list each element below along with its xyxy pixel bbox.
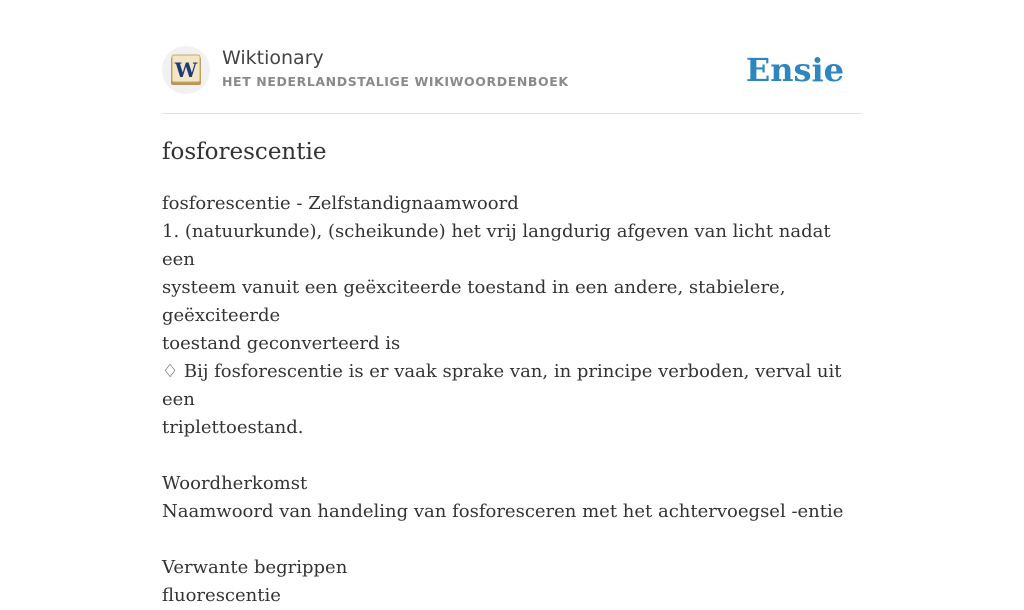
page-title: fosforescentie [162, 139, 327, 165]
spacer [162, 442, 862, 470]
site-name[interactable]: Wiktionary [222, 47, 324, 69]
example-line: ♢ Bij fosforescentie is er vaak sprake van, in principe verboden, verval uit een [162, 361, 842, 410]
etymology-text: Naamwoord van handeling van fosforesceren met het achtervoegsel -entie [162, 501, 844, 522]
etymology-heading: Woordherkomst [162, 473, 308, 494]
example-line: triplettoestand. [162, 417, 304, 438]
related-term[interactable]: fluorescentie [162, 585, 281, 606]
site-tagline: HET NEDERLANDSTALIGE WIKIWOORDENBOEK [222, 74, 569, 89]
definition-line: systeem vanuit een geëxciteerde toestand in een andere, stabielere, geëxciteerde [162, 277, 786, 326]
spacer [162, 526, 862, 554]
wiktionary-logo-icon[interactable] [162, 46, 210, 94]
definition-header: fosforescentie - Zelfstandignaamwoord [162, 193, 519, 214]
entry-body [162, 190, 862, 610]
definition-line: toestand geconverteerd is [162, 333, 401, 354]
brand-logo[interactable]: Ensie [745, 51, 844, 89]
header-divider [162, 113, 862, 114]
content-card [162, 0, 862, 606]
definition-line: 1. (natuurkunde), (scheikunde) het vrij langdurig afgeven van licht nadat een [162, 221, 831, 270]
site-header [162, 46, 862, 96]
svg-text:W: W [174, 58, 198, 82]
related-heading: Verwante begrippen [162, 557, 348, 578]
